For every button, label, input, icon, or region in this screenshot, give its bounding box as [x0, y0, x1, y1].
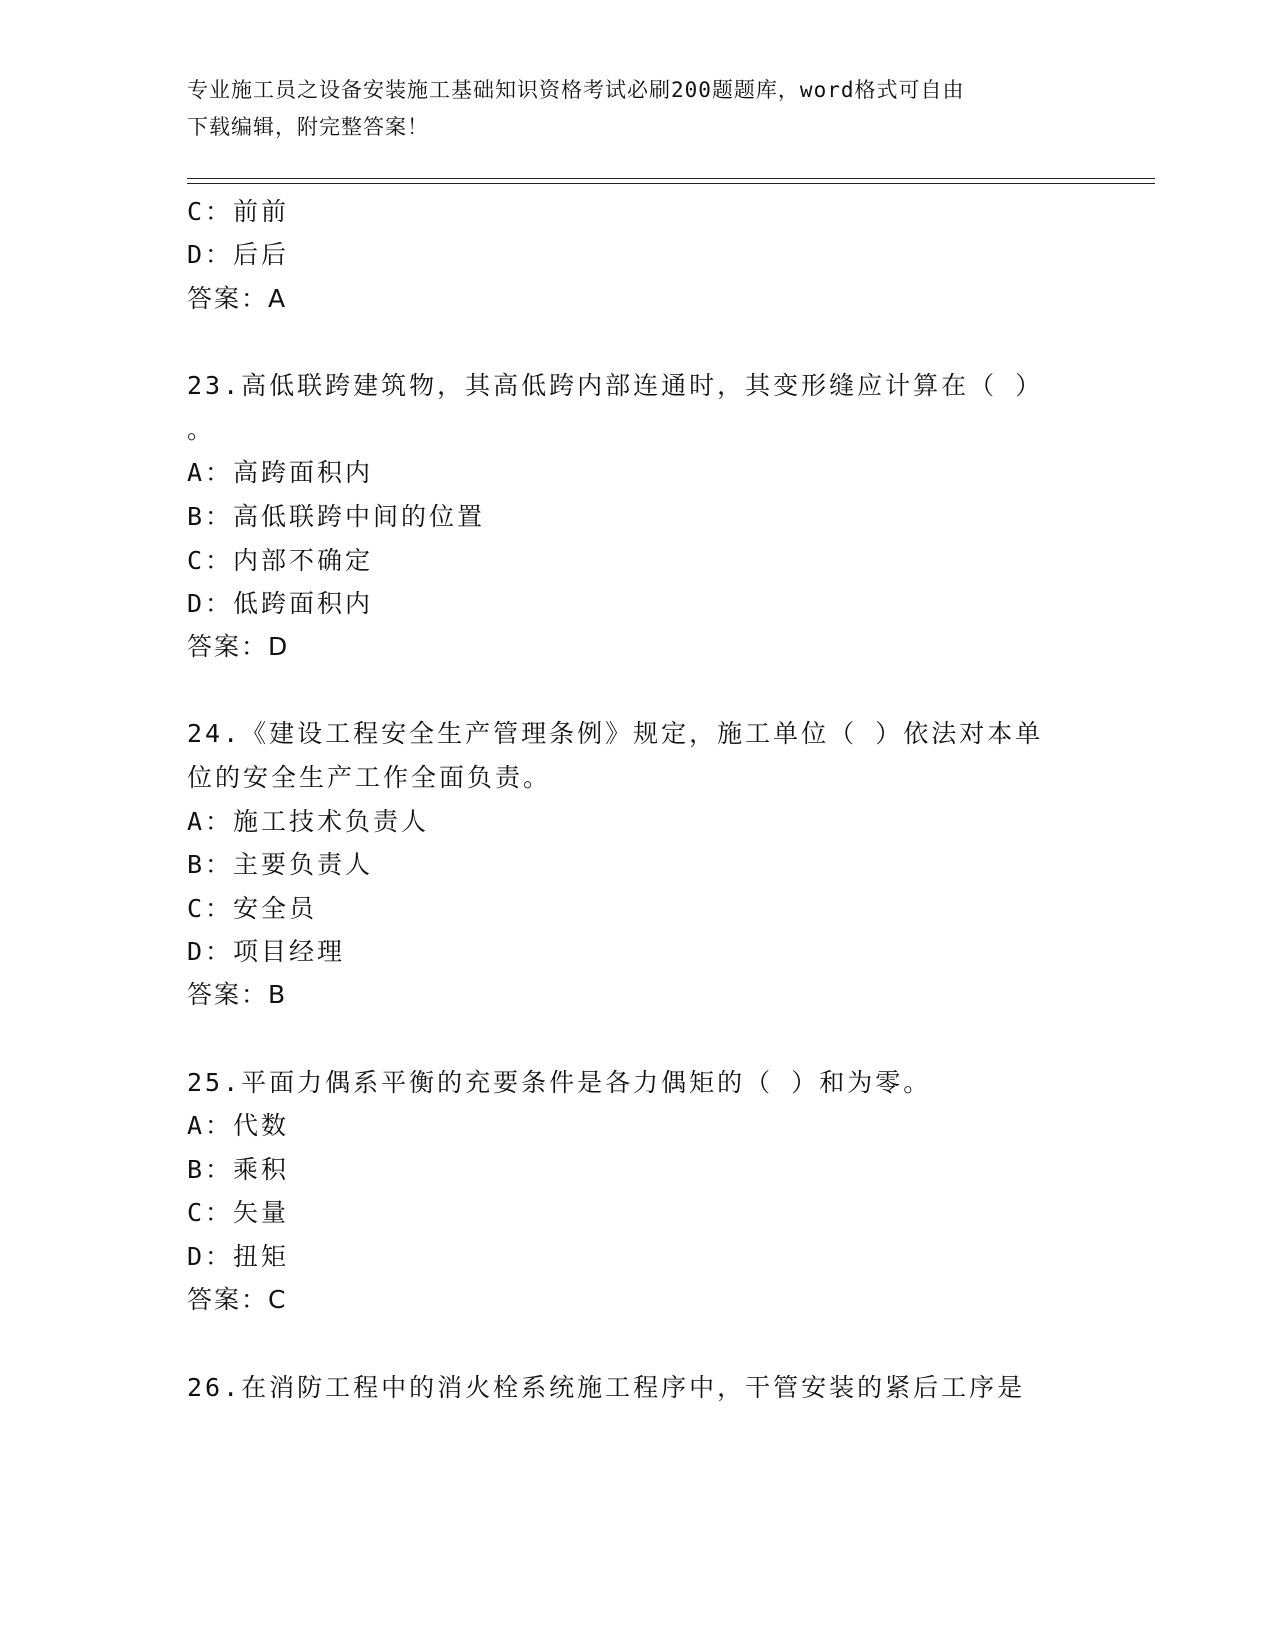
header-divider-bottom [187, 183, 1155, 184]
q25-option-c: C：矢量 [187, 1198, 290, 1227]
q22-option-c: C：前前 [187, 197, 290, 226]
q26-question-line-1: 26.在消防工程中的消火栓系统施工程序中，干管安装的紧后工序是 [187, 1373, 1026, 1402]
q23-option-a: A：高跨面积内 [187, 458, 374, 487]
q25-answer: 答案：C [187, 1285, 288, 1314]
q24-question-line-1: 24.《建设工程安全生产管理条例》规定，施工单位（ ）依法对本单 [187, 719, 1044, 748]
q24-option-a: A：施工技术负责人 [187, 807, 430, 836]
q24-question-line-2: 位的安全生产工作全面负责。 [187, 763, 552, 792]
header-line-2: 下载编辑，附完整答案！ [187, 115, 429, 139]
q25-option-b: B：乘积 [187, 1155, 290, 1184]
q23-option-d: D：低跨面积内 [187, 589, 374, 618]
q24-option-d: D：项目经理 [187, 937, 346, 966]
q24-answer: 答案：B [187, 980, 288, 1009]
q23-answer: 答案：D [187, 632, 290, 661]
q24-option-b: B：主要负责人 [187, 850, 374, 879]
q25-question-line-1: 25.平面力偶系平衡的充要条件是各力偶矩的（ ）和为零。 [187, 1068, 932, 1097]
q23-option-b: B：高低联跨中间的位置 [187, 502, 486, 531]
q24-option-c: C：安全员 [187, 894, 318, 923]
header-divider-top [187, 178, 1155, 179]
q25-option-a: A：代数 [187, 1111, 290, 1140]
q23-question-line-2: 。 [187, 415, 216, 444]
document-header [187, 72, 1067, 146]
q23-option-c: C：内部不确定 [187, 546, 374, 575]
header-line-1: 专业施工员之设备安装施工基础知识资格考试必刷200题题库，word格式可自由 [187, 78, 965, 102]
q22-option-d: D：后后 [187, 240, 290, 269]
q23-question-line-1: 23.高低联跨建筑物，其高低跨内部连通时，其变形缝应计算在（ ） [187, 371, 1044, 400]
q22-answer: 答案：A [187, 284, 288, 313]
q25-option-d: D：扭矩 [187, 1242, 290, 1271]
